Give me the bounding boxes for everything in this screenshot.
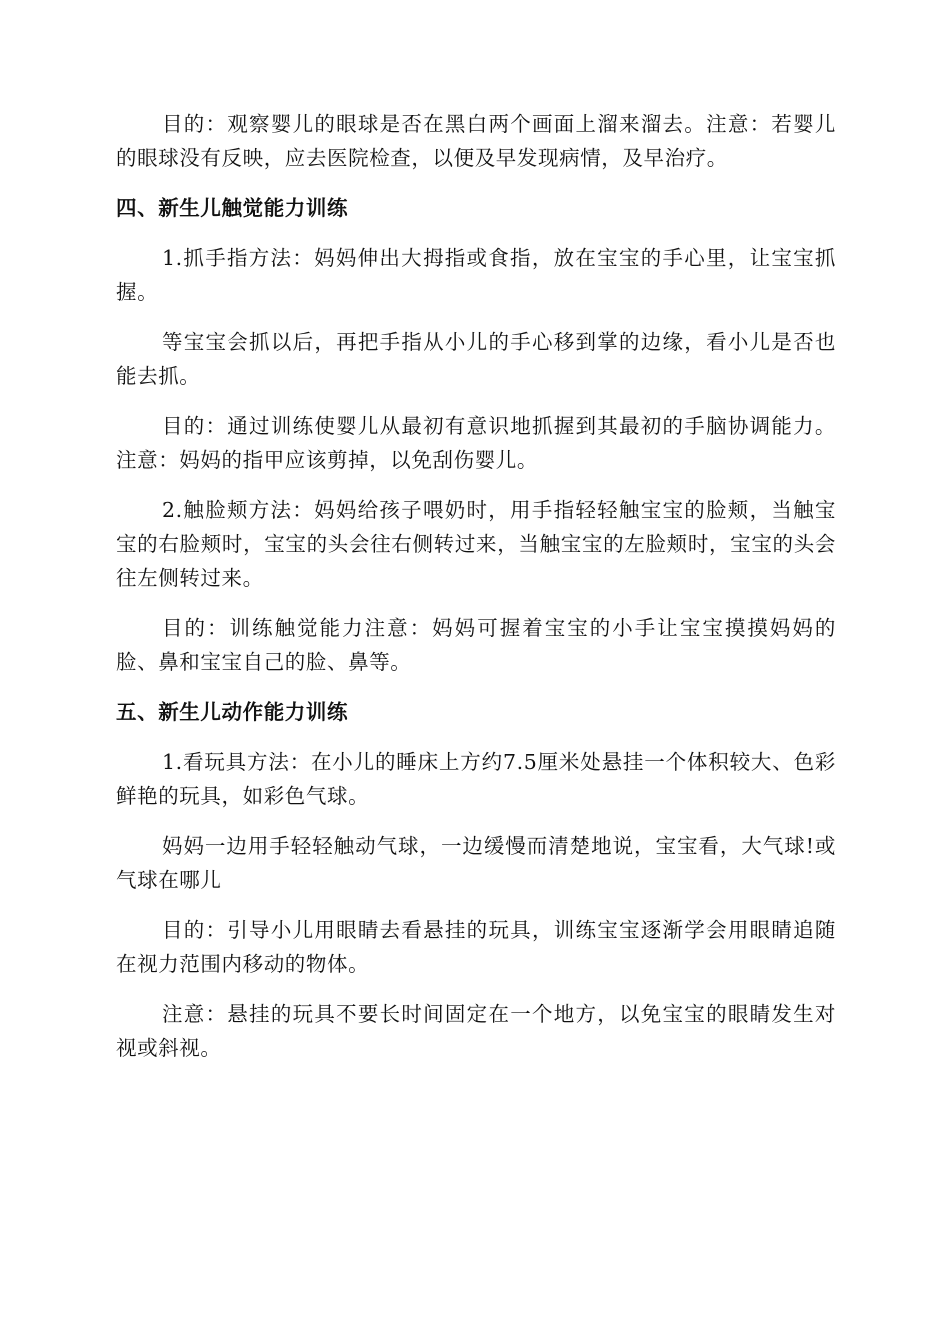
document-body	[116, 107, 836, 1081]
paragraph-touch-cheek-purpose: 目的：训练触觉能力注意：妈妈可握着宝宝的小手让宝宝摸摸妈妈的脸、鼻和宝宝自己的脸、鼻等。	[116, 616, 836, 674]
section-heading-motor-training: 五、新生儿动作能力训练	[116, 700, 349, 724]
paragraph-purpose-eye-observation: 目的：观察婴儿的眼球是否在黑白两个画面上溜来溜去。注意：若婴儿的眼球没有反映，应去医院检查，以便及早发现病情，及早治疗。	[116, 112, 836, 170]
paragraph-look-toy-caution: 注意：悬挂的玩具不要长时间固定在一个地方，以免宝宝的眼睛发生对视或斜视。	[116, 1002, 836, 1060]
paragraph-look-toy-method: 1.看玩具方法：在小儿的睡床上方约7.5厘米处悬挂一个体积较大、色彩鲜艳的玩具，如彩色气球。	[116, 750, 836, 808]
paragraph-grab-finger-method: 1.抓手指方法：妈妈伸出大拇指或食指，放在宝宝的手心里，让宝宝抓握。	[116, 246, 836, 304]
paragraph-grab-finger-purpose: 目的：通过训练使婴儿从最初有意识地抓握到其最初的手脑协调能力。注意：妈妈的指甲应该剪掉，以免刮伤婴儿。	[116, 414, 836, 472]
paragraph-look-toy-purpose: 目的：引导小儿用眼睛去看悬挂的玩具，训练宝宝逐渐学会用眼睛追随在视力范围内移动的物体。	[116, 918, 836, 976]
paragraph-look-toy-followup: 妈妈一边用手轻轻触动气球，一边缓慢而清楚地说，宝宝看，大气球!或气球在哪儿	[116, 834, 836, 892]
paragraph-touch-cheek-method: 2.触脸颊方法：妈妈给孩子喂奶时，用手指轻轻触宝宝的脸颊，当触宝宝的右脸颊时，宝宝的头会往右侧转过来，当触宝宝的左脸颊时，宝宝的头会往左侧转过来。	[116, 498, 836, 590]
section-heading-touch-training: 四、新生儿触觉能力训练	[116, 196, 349, 220]
paragraph-grab-finger-followup: 等宝宝会抓以后，再把手指从小儿的手心移到掌的边缘，看小儿是否也能去抓。	[116, 330, 836, 388]
